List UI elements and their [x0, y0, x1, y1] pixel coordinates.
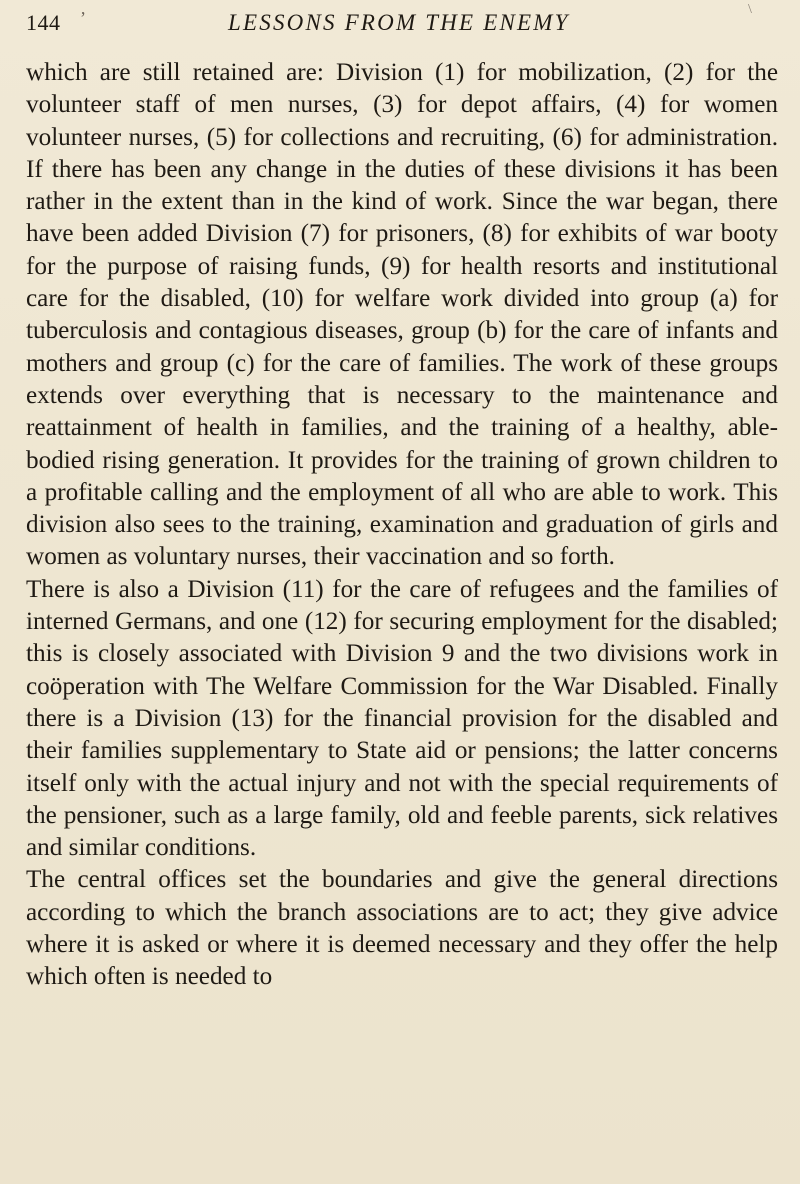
- header-mark: ʼ: [80, 8, 86, 28]
- paragraph-3: The central offices set the boundaries and give the general directions according to which the branch associations are to act; they give advice where it is asked or where it is deemed necessary and they offer the help which often is needed to: [26, 866, 778, 991]
- running-head: [0, 2, 800, 50]
- page-number: 144: [26, 10, 61, 35]
- paragraph-2: There is also a Division (11) for the care of refugees and the families of interned Germans, and one (12) for securing employment for the disabled; this is closely associated with Division 9 and the two divisions work in coöperation with The Welfare Commission for the War Disabled. Finally there is a Division (13) for the financial provision for the disabled and their families supplementary to State aid or pensions; the latter concerns itself only with the actual injury and not with the special requirements of the pensioner, such as a large family, old and feeble parents, sick relatives and similar conditions.: [26, 575, 778, 862]
- paragraph-1: which are still retained are: Division (1) for mobilization, (2) for the volunteer staff of men nurses, (3) for depot affairs, (4) for women volunteer nurses, (5) for collections and recruiting, (6) for administration. If there has been any change in the duties of these divisions it has been rather in the extent than in the kind of work. Since the war began, there have been added Division (7) for prisoners, (8) for exhibits of war booty for the purpose of raising funds, (9) for health resorts and institutional care for the disabled, (10) for welfare work divided into group (a) for tuberculosis and contagious diseases, group (b) for the care of infants and mothers and group (c) for the care of families. The work of these groups extends over everything that is necessary to the maintenance and reattainment of health in families, and the training of a healthy, able-bodied rising generation. It provides for the training of grown children to a profitable calling and the employment of all who are able to work. This division also sees to the training, examination and graduation of girls and women as voluntary nurses, their vaccination and so forth.: [26, 59, 778, 571]
- body-text: [26, 57, 778, 994]
- corner-mark: \: [748, 2, 752, 17]
- running-title: LESSONS FROM THE ENEMY: [228, 10, 570, 35]
